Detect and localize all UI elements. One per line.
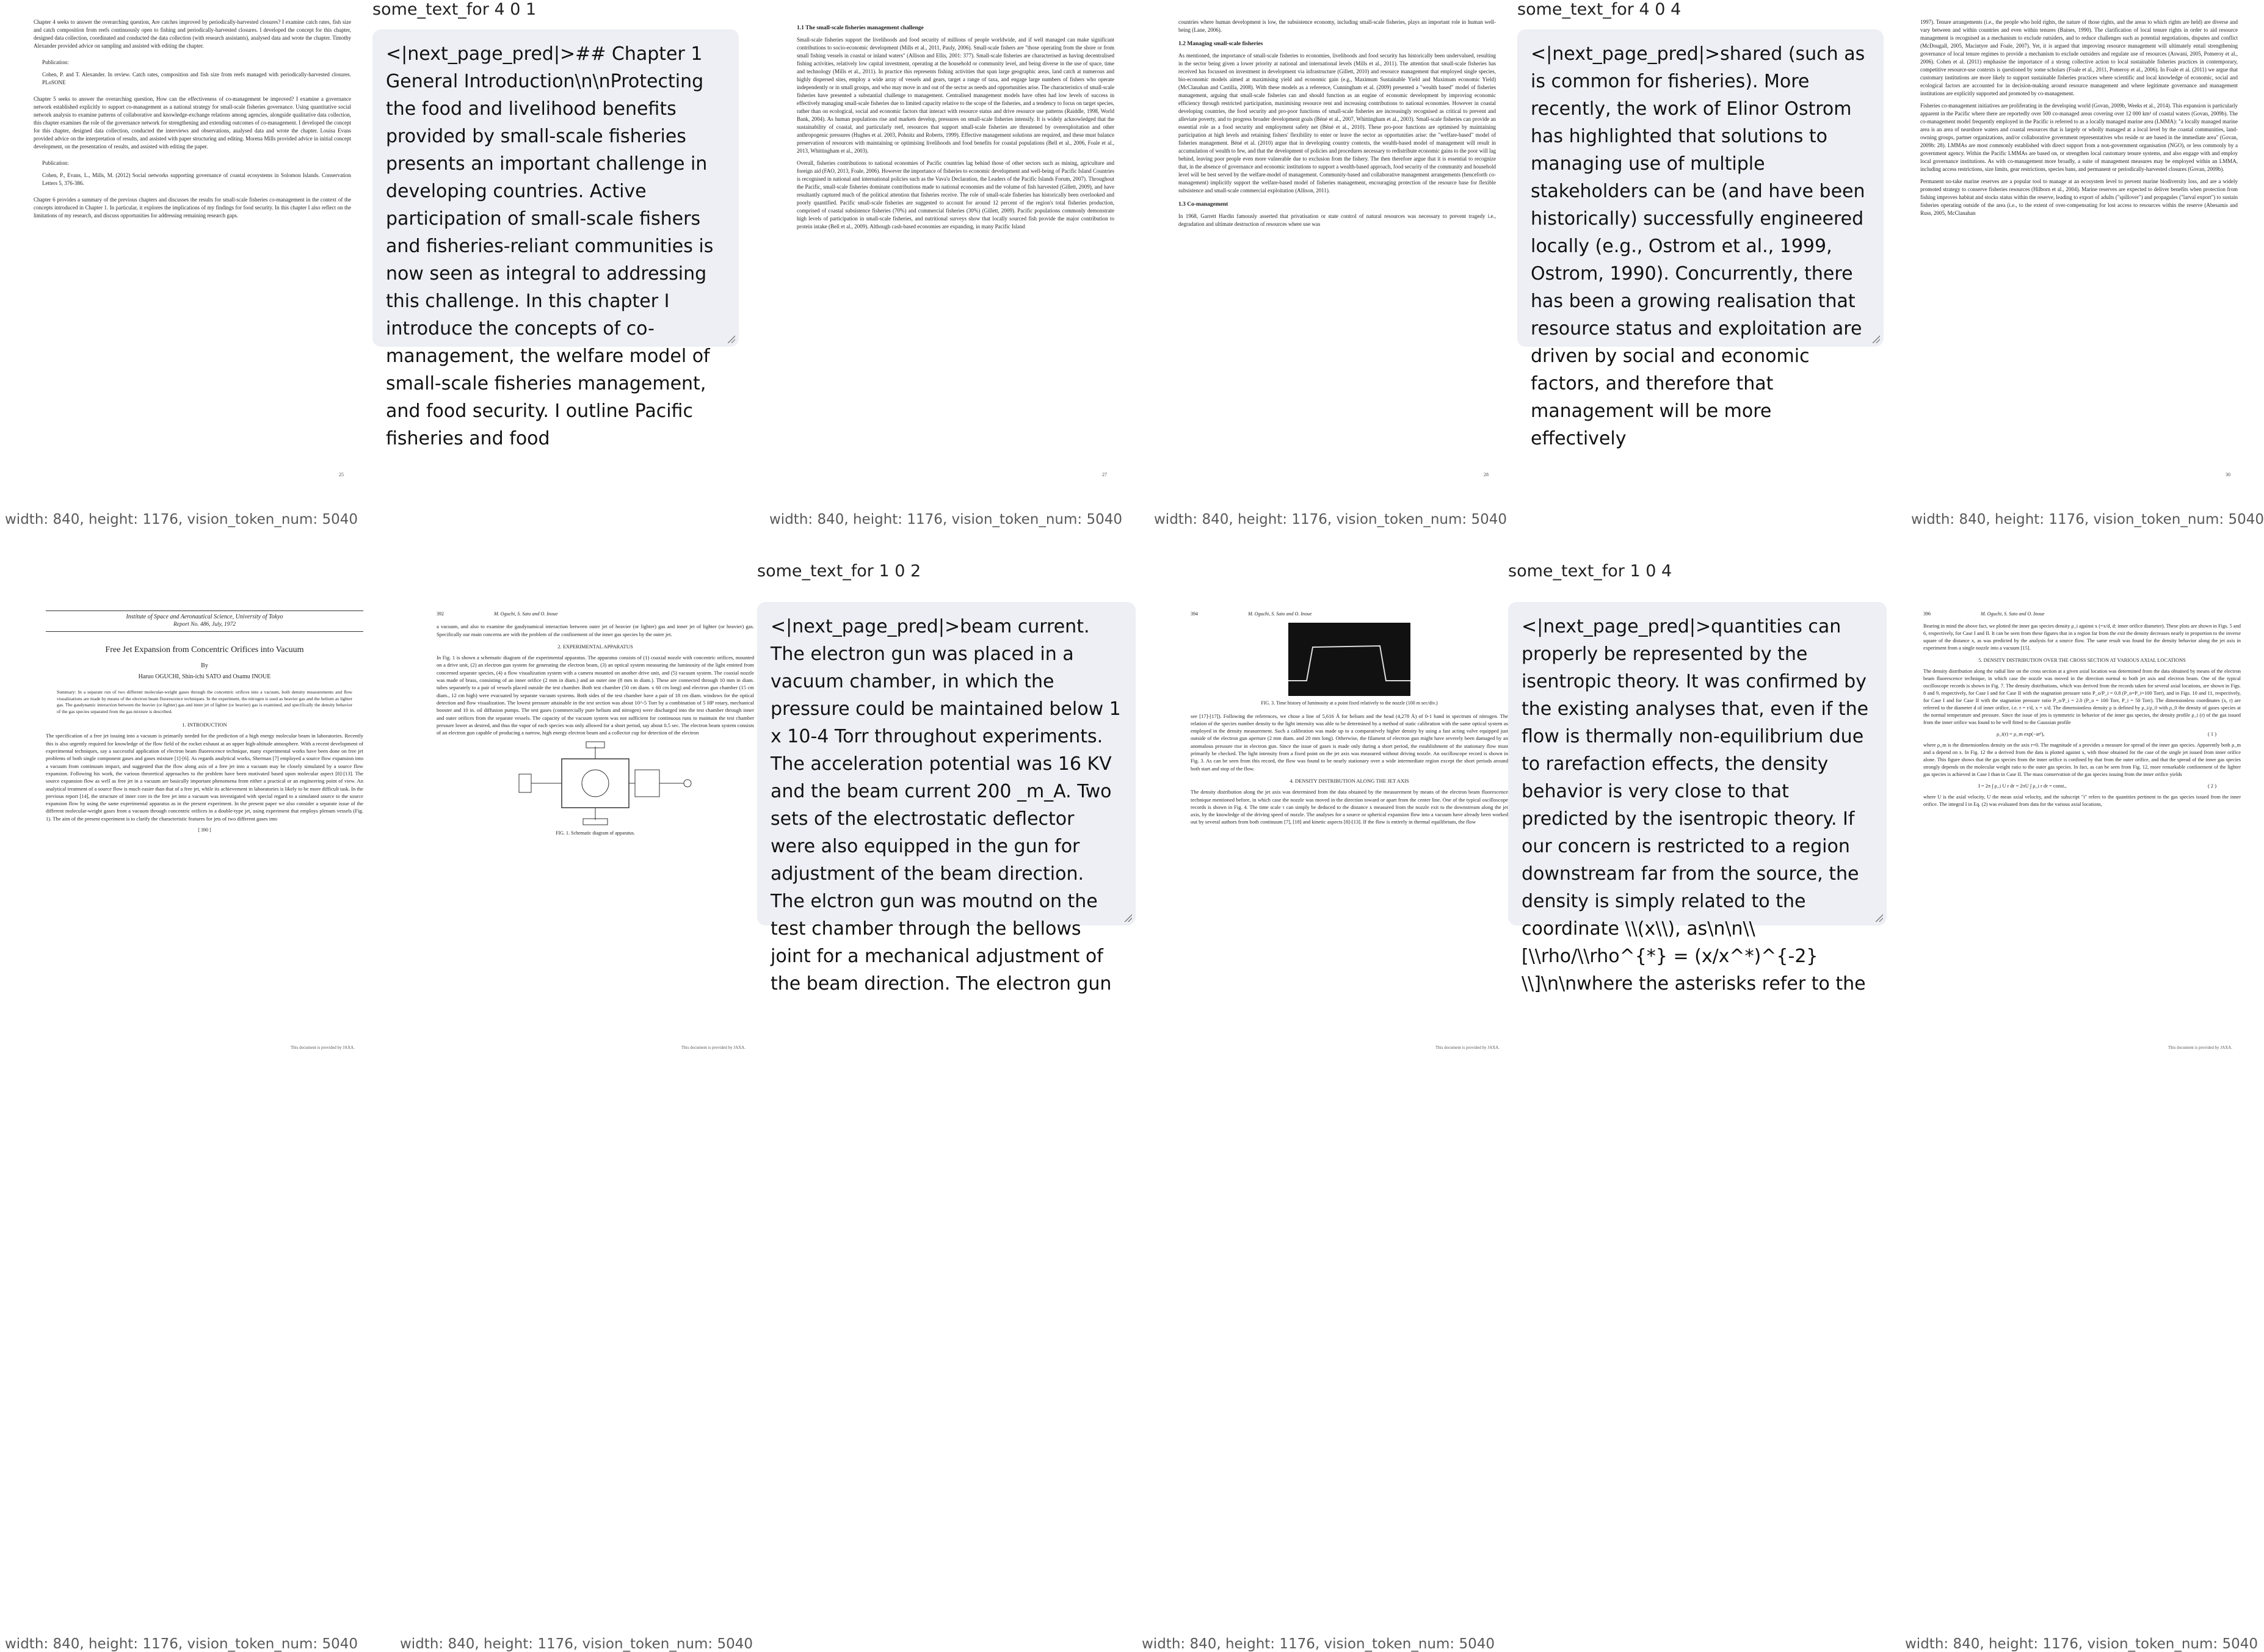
page-paragraph: where U is the axial velocity, U the mean axial velocity, and the subscript "i" refers to the quantities pertinent to the gas species issued from the inner orifice. The integral I in Eq. (2) was evaluated from data for the various axial locations, [1923, 794, 2241, 807]
page-paragraph: Publication: [42, 160, 69, 166]
page-footer: This document is provided by JAXA. [2168, 1045, 2232, 1050]
section-heading: 1.2 Managing small-scale fisheries [1178, 41, 1263, 47]
thesis-page-27 [797, 18, 1114, 482]
section-heading: 1.3 Co-management [1178, 201, 1228, 208]
equation: ρ_i(r) = ρ_m exp(−ar²), [1997, 731, 2045, 737]
page-paragraph: The density distribution along the radial line on the cross section at a given axial location was determined from the data obtained by means of the electron beam fluorescence technique, in which case the nozzle was moved in the direction normal to both jet axis and electron beam. One of the typical oscilloscope records is shown in Fig. 7. The density distributions, which was derived from the records taken for several axial locations, are shown in Figs. 8 and 9, respectively, for Case I and for Case II with the stagnation pressure ratio P_o/P_i = 0.8 (P_o=P_i=100 Torr), and in Figs. 10 and 11, respectively, for Case I and for Case II with the stagnation pressure ratio P_o/P_i = 2.0 (P_o = 100 Torr, P_i = 50 Torr). The dimensionless coordinates (x, r) are referred to the diameter d of inner orifice, i.e. r = r/d, x = x/d. The dimensionless density ρ is defined by ρ_i/ρ_0 with ρ_0 the density of gases species at the normal temperature and pressure. Since the issue of jets is symmetric in behavior of the inner gas species, the density profile ρ_i (r) of the gas issued from the inner orifice was found to be well fitted to the Gaussian profile [1923, 668, 2241, 725]
prediction-textarea[interactable] [1508, 602, 1887, 994]
page-number: 28 [1484, 472, 1489, 477]
prediction-text: <|next_page_pred|>shared (such as is common for fisheries). More recently, the work of Elinor Ostrom has highlighted that solutions to managing use of multiple stakeholders can be (and have been historically) successfully engineered locally (e.g., Ostrom et al., 1999, Ostrom, 1990). Concurrently, there has been a growing realisation that resource status and exploitation are driven by social and economic factors, and therefore that management will be more effectively [1531, 43, 1865, 449]
page-paragraph: Bearing in mind the above fact, we plotted the inner gas species density ρ_i against x (=x/d, d: inner orifice diameter). These plots are shown in Figs. 5 and 6, respectively, for Case I and II. It can be seen from these figures that in a region far from the exit the density decreases nearly in proportion to the inverse square of the distance x, as was predicted by the analysis for a source flow. The same result was found for the density behavior along the jet axis in experiment from a single nozzle into a vacuum [15]. [1923, 623, 2241, 651]
prediction-text: <|next_page_pred|>beam current. The electron gun was placed in a vacuum chamber, in which the pressure could be maintained below 1 x 10-4 Torr throughout experiments. The acceleration potential was 16 KV and the beam current 200 _m_A. Two sets of the electrostatic deflector were also equipped in the gun for adjustment of the beam direction. The elctron gun was moutnd on the test chamber through the bellows joint for a mechanical adjustment of the beam direction. The electron gun [771, 616, 1121, 994]
image-dimensions-label: width: 840, height: 1176, vision_token_num: 5040 [1911, 512, 2264, 527]
running-header [1191, 610, 1508, 618]
page-number: 30 [2226, 472, 2230, 477]
image-dimensions-label: width: 840, height: 1176, vision_token_num: 5040 [1154, 512, 1507, 527]
apparatus-diagram [495, 741, 696, 826]
page-paragraph: Permanent no-take marine reserves are a popular tool to manage at an ecosystem level to prevent marine biodiversity loss, and are a widely promoted strategy to conserve fisheries resources (Hilborn et al., 2004). Marine reserves are expected to deliver benefits when protection from fishing improves habitat and stocks status within the reserve, leading to export of adults ("spillover") and propagules ("larval export") to sustain fisheries operating outside of the area (i.e., to the extent of over-compensating for lost access to resources within the reserve (Abesamis and Russ, 2005, McClanahan [1920, 178, 2238, 216]
paper-page-390 [46, 610, 363, 1056]
row-paper [0, 562, 2258, 1652]
page-number: 27 [1102, 472, 1107, 477]
page-paragraph: In 1968, Garrett Hardin famously asserted that privatisation or state control of natural resources was necessary to prevent tragedy i.e., degradation and ultimate destruction of resources where use was [1178, 213, 1496, 227]
page-paragraph: Cohen, P., Evans, L., Mills, M. (2012) Social networks supporting governance of coastal ecosystems in Solomon Islands. Conservation Letters 5, 376-386. [42, 172, 351, 186]
section-heading: 1.1 The small-scale fisheries management challenge [797, 25, 924, 31]
running-title: M. Oguchi, S. Sato and O. Inoue [1248, 611, 1312, 617]
apparatus-diagram-svg [495, 741, 696, 826]
image-dimensions-label: width: 840, height: 1176, vision_token_num: 5040 [769, 512, 1122, 527]
page-footer: This document is provided by JAXA. [291, 1045, 355, 1050]
equation-number: ( 1 ) [2208, 731, 2216, 737]
page-paragraph: The specification of a free jet issuing into a vacuum is primarily needed for the prediction of a high energy molecular beam in laboratories. Recently this is also urgently required for knowledge of the flow field of the rocket exhaust at an upper high-altitude atmosphere. With a recent development of experimental techniques, say a successful application of electron beam fluorescence technique, many experimental works have been done on free jet problems of both single component gases and gases mixture [1]-[6]. As regards analytical works, Sherman [7] employed a source flow expansion into a vacuum from continuum impact, and suggested that the flow along axis of a free jet into a vacuum may be closely simulated by a source flow expansion. Following his work, the various theoretical approaches to the problem have been motivated based upon molecular aspect [8]-[13]. The source expansion flow as well as free jet in a vacuum are basically important phenomena from either a practical or an engineering point of view. An analytical treatment of a source flow is much easier than that of a free jet, while its achievement in laboratories is likely to be more difficult task. In the previous report [14], the structure of inner core in the free jet into a vacuum was investigated with special regard to a simulated source to the source expansion flow by using the same experimental apparatus as in the present experiment. In the present paper we also consider a separate issue of the different molecular-weight gases from a vacuum through concentric orifices in a double-type jet, using experiment that employs plenum vessels (Fig. 1). The aim of the present experiment is to clarify the characteristic features for jets of two different gases into [46, 733, 363, 822]
equation-row [1923, 731, 2241, 742]
row-thesis [0, 0, 2264, 537]
running-header [437, 610, 754, 618]
prediction-text: <|next_page_pred|>quantities can properly be represented by the isentropic theory. It was confirmed by the existing analyses that, even if the flow is thermally non-equilibrium due to rarefaction effects, the density behavior is very close to that predicted by the isentropic theory. If our concern is restricted to a region downstream far from the source, the density is simply related to the coordinate \\(x\\), as\n\n\\[\\rho/\\rho^{*} = (x/x^*)^{-2} \\]\n\nwhere the asterisks refer to the [1522, 616, 1869, 994]
page-paragraph: Overall, fisheries contributions to national economies of Pacific countries lag behind those of other sectors such as mining, agriculture and foreign aid (FAO, 2013, Foale, 2006). However the importance of fisheries to economic development and well-being of Pacific Island Countries is recognised in national and international policies such as the Vava'u Declaration, the Leaders of the Pacific Islands Forum, 2007). Throughout the Pacific, small-scale fisheries dominate contributions made to national economies and the volume of fish harvested (Gillett, 2009), and have resultantly captured much of the political attention that fisheries receive. The role of small-scale fisheries has historically been overlooked and poorly quantified. Pacific small-scale fisheries are suggested to account for around 12 percent of the region's total fisheries production, comprised of coastal subsistence fisheries (70%) and commercial fisheries (30%) (Gillett, 2009). Pacific populations commonly demonstrate high levels of participation in small-scale fisheries, and nutritional surveys show that locally sourced fish provide the major contribution to protein intake (Bell et al., 2009). Although cash-based economies are expanding, in many Pacific Island [797, 160, 1114, 230]
page-paragraph: where ρ_m is the dimensionless density on the axis r=0. The magnitude of a provides a measure for spread of the inner gas species. Apparently both ρ_m and a depend on x. In Fig. 12 the a derived from the data is plotted against x, with those obtained for the case of the single jet issued from inner orifice alone. This figure shows that the gas species from the inner orifice is confined by that from the outer orifice, and that the spread of the inner gas species strongly depends on the molecular weight ratio to the outer gas species. In fact, as can be seen from Fig. 12, more remarkable confinement of the lighter gas species is achieved in Case I than in Case II. The mass conservation of the gas species issuing from the inner orifice yields [1923, 742, 2241, 777]
paper-page-394 [1191, 610, 1508, 1056]
prediction-caption: some_text_for 4 0 1 [372, 0, 537, 19]
page-footer: This document is provided by JAXA. [1435, 1045, 1500, 1050]
page-paragraph: countries where human development is low, the subsistence economy, including small-scale fisheries, plays an important role in human well-being (Lane, 2006). [1178, 19, 1496, 33]
equation-number: ( 2 ) [2208, 783, 2216, 789]
running-title: M. Oguchi, S. Sato and O. Inoue [1981, 611, 2045, 617]
prediction-caption: some_text_for 1 0 2 [757, 562, 921, 581]
thesis-page-30 [1920, 18, 2238, 482]
paper-report-no: Report No. 486, July, 1972 [46, 621, 363, 631]
oscilloscope-trace-svg [1288, 623, 1410, 696]
paper-authors: Haruo OGUCHI, Shin-ichi SATO and Osamu INOUE [138, 673, 271, 680]
page-paragraph: In Fig. 1 is shown a schematic diagram of the experimental apparatus. The apparatus consists of (1) coaxial nozzle with concentric orifices, mounted on a drive unit, (2) an electron gun system for generating the electron beam, (3) an optical system measuring the luminosity of the light emitted from concerned separate species, (4) a flow visualization system with a camera mounted on another drive unit, and (5) vacuum system. The coaxial nozzle was made of brass, consisting of an inner orifice (2 mm in diam.) and an outer one (8 mm in diam.). These are connected through 10 mm in diam. tubes separately to a pair of vessels placed outside the test chamber. Both test chamber (50 cm diam. x 60 cm long) and electron gun chamber (15 cm diam., 12 cm high) were evacuated by separate vacuum systems. Both sides of the test chamber have a pair of 18 cm diam. windows for the optical detection and flow visualization. The lowest pressure attainable in the test section was about 10^-5 Torr by a combination of 5 HP rotary, mechanical booster and 10 in. oil diffusion pumps. The test gases (commercially pure helium and nitrogen) were discharged into the test chamber through inner and outer orifices from the separate vessels. The capacity of the vacuum system was not sufficient for continuous runs to maintain the test chamber pressure lower as desired, and thus the vapor of each species was only allowed for a short period, say about 0.5 sec. The electron beam system consists of an electron gun capable of producing a narrow, high energy electron beam and a collector cup for detection of the electron [437, 654, 754, 736]
paper-title: Free Jet Expansion from Concentric Orifices into Vacuum [105, 645, 304, 654]
equation: I = 2π ∫ ρ_i U r dr = 2πU ∫ ρ_i r dr = const., [1978, 783, 2067, 789]
page-paragraph: Publication: [42, 59, 69, 65]
section-heading: 1. INTRODUCTION [182, 722, 227, 728]
page-paragraph: The density distribution along the jet axis was determined from the data obtained by the measurement by means of the electron beam fluorescence technique mentioned before, in which case the nozzle was moved in the direction toward or apart from the center line. One of the typical oscilloscope records is shown in Fig. 4. The time scale τ can simply be deduced to the distance x measured from the nozzle exit to the downstream along the jet axis, by the knowledge of the driving speed of nozzle. The analyses for a source or spherical expansion flow into a vacuum have already been worked out by several authors from both continuum [7], [18] and kinetic aspects [8]-[13]. If the flow is entirely in thermal equilibrium, the flow [1191, 789, 1508, 825]
page-number: [ 390 ] [198, 827, 211, 833]
page-paragraph: Small-scale fisheries support the livelihoods and food security of millions of people worldwide, and if well managed can make significant contributions to socio-economic development (Mills et al., 2011, Pauly, 2006). Small-scale fishers are "those operating from the shore or from small fishing vessels in coastal or inland waters" (Allison and Ellis, 2001: 377). Small-scale fisheries are characterised as having decentralised fishing activities, relatively low capital investment, operating at the household or community level, and being diverse in the use of space, time and technology (Mills et al., 2011). In practice this represents fishing activities that span large geographic areas, land catch at numerous and highly dispersed sites, employ a wide array of vessels and gears, target a range of taxa, and engage large numbers of fishers who operate independently or in small groups, and who may move in and out of the sector as needs and opportunities arise. The characteristics of small-scale fisheries have presented a substantial challenge to management. Centralised management models have often had low levels of success in effectively managing small-scale fisheries due to limited capacity relative to the scope of the fisheries, and a tendency to focus on target species, rather than on ecological, social and economic factors that interact with resource status and drive resource use patterns (Raiddle, 1998, World Bank, 2004). As human populations rise and markets develop, pressures on small-scale fisheries intensify. It is widely acknowledged that the sustainability of coastal, and particularly reef, resources that support small-scale fisheries are threatened by overexploitation and other anthropogenic pressures (Hughes et al. 2003, Pohnitz and Roberts, 1999). Effective management solutions are required, and these must balance preservation of resources with maintaining or optimising livelihoods and food benefits for coastal populations (Bell et al., 2006, Foale et al., 2013, Whittingham et al., 2003). [797, 37, 1114, 154]
paper-page-396 [1923, 610, 2241, 1056]
paper-summary: Summary: In a separate run of two different molecular-weight gases through the concentric orifices into a vacuum, both density measurements and flow visualizations are made by means of the electron beam fluorescence techniques. In the experiment, the nitrogen is used as heavier gas and the helium as lighter gas. The gasdynamic interaction between the heavier (or lighter) gas and inner jet of lighter (or heavier) gas is examined, and specifically the density behavior of the gas species separated from the gas mixture is described. [57, 689, 352, 714]
prediction-textarea[interactable] [757, 602, 1136, 994]
section-heading: 5. DENSITY DISTRIBUTION OVER THE CROSS SECTION AT VARIOUS AXIAL LOCATIONS [1978, 658, 2186, 663]
page-paragraph: Fisheries co-management initiatives are proliferating in the developing world (Govan, 2009b, Weeks et al., 2014). This expansion is particularly apparent in the Pacific where there are reportedly over 500 co-managed areas covering over 12 000 km² of coastal waters (Govan, 2009b). The co-management model frequently employed in the Pacific is referred to as a locally managed marine area (LMMA): "a locally managed marine area is an area of nearshore waters and coastal resources that is largely or wholly managed at a local level by the coastal communities, land-owning groups, partner organizations, and/or collaborative government representatives who reside or are based in the immediate area" (Govan, 2009b: 28). LMMAs are most commonly established with direct support from a non-government organisation (NGO), or less commonly by a government agency. Within the Pacific LMMAs are based on, or strengthen local customary tenure systems, and also engage with and employ local governance institutions. As with co-management more broadly, a suite of management measures may be employed within an LMMA, including access restrictions, size limits, gear restrictions, species bans, and permanent or periodically-harvested closures (Govan, 2009b). [1920, 103, 2238, 172]
resize-handle-icon[interactable] [727, 335, 735, 343]
page-footer: This document is provided by JAXA. [681, 1045, 746, 1050]
paper-institute: Institute of Space and Aeronautical Science, University of Tokyo [46, 610, 363, 621]
page-paragraph: Chapter 6 provides a summary of the previous chapters and discusses the results for small-scale fisheries co-management in the context of the concepts introduced in Chapter 1. In particular, it explores the implications of my findings for food security. In this chapter I also reflect on the limitations of my research, and discuss opportunities for addressing remaining research gaps. [34, 197, 351, 219]
page-number: 25 [339, 472, 344, 477]
prediction-textarea[interactable] [1517, 29, 1884, 449]
image-dimensions-label: width: 840, height: 1176, vision_token_num: 5040 [1905, 1636, 2258, 1652]
section-heading: 2. EXPERIMENTAL APPARATUS [557, 643, 633, 650]
running-title: M. Oguchi, S. Sato and O. Inoue [494, 611, 558, 617]
image-dimensions-label: width: 840, height: 1176, vision_token_num: 5040 [1142, 1636, 1495, 1652]
resize-handle-icon[interactable] [1871, 335, 1880, 343]
page-paragraph: 1997). Tenure arrangements (i.e., the people who hold rights, the nature of those rights, and the areas to which rights are held) are diverse and vary between and within countries and even within tenures (Baines, 1990). The clarification of local tenure rights in order to aid resource management is recognised as a mechanism to exclude outsiders, and to reduce challenges such as potential negotiations, disputes and conflict (McDougall, 2005, Macintyre and Foale, 2007). Yet, it is argued that improving resource management will ultimately entail strengthening governance of local tenure regimes to provide a mechanism to exclude outsiders and regulate use of resources (Aswani, 2005, Pomeroy et al., 2006). Cohen et al. (2011) emphasise the importance of a strong collective action to local sustainable fisheries practices in contemporary, competitive resource-use contexts is questioned by some scholars (Foale et al., 2011, Pomeroy et al., 2006). In Foale et al. (2011) we argue that customary institutions are more likely to support sustainable fisheries practices where scientific and local knowledge of economic, social and ecological factors are accounted for in decision-making around resource management and where legitimate governance and management institutions are explicitly supported and promoted by co-management. [1920, 19, 2238, 96]
prediction-caption: some_text_for 4 0 4 [1517, 0, 1682, 19]
image-dimensions-label: width: 840, height: 1176, vision_token_num: 5040 [5, 1636, 358, 1652]
prediction-textarea[interactable] [372, 29, 739, 449]
oscilloscope-photo [1288, 623, 1410, 696]
page-number: 392 [437, 611, 444, 617]
prediction-caption: some_text_for 1 0 4 [1508, 562, 1672, 581]
thesis-page-25 [34, 18, 351, 482]
image-dimensions-label: width: 840, height: 1176, vision_token_num: 5040 [5, 512, 358, 527]
figure-caption: FIG. 3. Time history of luminosity at a point fixed relatively to the nozzle (100 m sec/div.) [1261, 700, 1438, 706]
image-dimensions-label: width: 840, height: 1176, vision_token_num: 5040 [400, 1636, 753, 1652]
paper-page-392 [437, 610, 754, 1056]
page-paragraph: Chapter 4 seeks to answer the overarching question, Are catches improved by periodically-harvested closures? I examine catch rates, fish size and catch composition from reefs continuously open to fishing and periodically-harvested closures. I developed the concept for this chapter, designed data collection, coordinated and conducted the data collection (with research assistants), analysed data and wrote the chapter. Timothy Alexander provided advice on sampling and assisted with editing the chapter. [34, 19, 351, 49]
equation-row [1923, 783, 2241, 794]
page-paragraph: Cohen, P. and T. Alexander. In review. Catch rates, composition and fish size from reefs managed with periodically-harvested closures. PLoSONE [42, 71, 351, 85]
running-header [1923, 610, 2241, 618]
resize-handle-icon[interactable] [1874, 913, 1883, 922]
figure-caption: FIG. 1. Schematic diagram of apparatus. [556, 830, 635, 836]
paper-by: By [201, 662, 208, 669]
prediction-text: <|next_page_pred|>## Chapter 1 General Introduction\n\nProtecting the food and livelihood benefits provided by small-scale fisheries presents an important challenge in developing countries. Active participation of small-scale fishers and fisheries-reliant communities is now seen as integral to addressing this challenge. In this chapter I introduce the concepts of co-management, the welfare model of small-scale fisheries management, and food security. I outline Pacific fisheries and food [386, 43, 714, 449]
page-paragraph: a vacuum, and also to examine the gasdynamical interaction between outer jet of heavier (or lighter) gas and inner jet of lighter (or heavier) gas. Specifically our main concerns are with the problem of the confinement of the inner gas species by the outer jet. [437, 623, 754, 637]
page-number: 396 [1923, 611, 1931, 617]
page-number: 394 [1191, 611, 1198, 617]
page-paragraph: see [17]-[17]). Following the references, we chose a line of 5,616 Å for helium and the head (4,278 Å) of 0-1 band in spectrum of nitrogen. The relation of the species number density to the light intensity was able to be determined by a method of static calibration with the same optical system as employed in the density measurement. Such a calibration was made up to a comparatively higher density by using a fast acting valve equipped just outside of the electron gun aperture (2 mm diam. and 20 mm long). Otherwise, the filament of electron gun might have severely been damaged by an anomalous pressure rise in electron gun. Since the issue of gases is made only during a short period, the establishment of the stationary flow must primarily be checked. The light intensity from a fixed point on the jet axis was measured without driving nozzle. An oscilloscope record is shown in Fig. 3. As can be seen from this record, the flow was found to be nearly stationary over a wide intermediate region except the short periods around both start and stop of the flow. [1191, 712, 1508, 772]
resize-handle-icon[interactable] [1123, 913, 1132, 922]
section-heading: 4. DENSITY DISTRIBUTION ALONG THE JET AXIS [1290, 777, 1409, 784]
thesis-page-28 [1178, 18, 1496, 482]
page-paragraph: As mentioned, the importance of small-scale fisheries to economies, livelihoods and food security has historically been undervalued, resulting in the sector being given a lower priority at national and international levels (Mills et al., 2011). The attention that small-scale fisheries has received has focussed on investment in development via infrastructure (Gillett, 2010) and resource management that employed single species, bio-economic models aimed at maximising yield and economic gain (e.g., Maximum Sustainable Yield and Maximum economic Yield) (McClanahan and Castilla, 2008). With these models as a reference, Cunningham et al. (2009) presented a "wealth based" model of fisheries management, arguing that small-scale fisheries can and should function as an engine of economic development by improving economic efficiency through restricted participation, maximising resource rent and increasing contributions to national economies. However in coastal developing countries, the food security and pro-poor functions of small-scale fisheries are increasingly recognised as critical to prevent and alleviate poverty, and to progress broader development goals (Béné et al., 2007, Whittingham et al., 2003). Small-scale fisheries can provide an essential role as a food security and employment safety net (Béné et al., 2010). These pro-poor functions are optimised by maintaining participation at high levels and retaining fishers' flexibility to enter or leave the sector as opportunities arise: the "welfare-based" model of fisheries management. Béné et al. (2010) argue that in developing country contexts, the wealth-based model of management will result in accumulation of wealth to few, and that the development of policies and procedures necessary to redistribute economic gains to the poor will lag behind, leaving poor people even more vulnerable due to exclusion from the fishery. The then therefore argue that it is essential to recognize that, in the absence of governance and economic institutions to support a wealth-based approach, food security of the community and household level will be best served by the welfare-model of management. Community-based and collaborative management arrangements (henceforth co-management) implicitly support the welfare-based model of fisheries management, encouraging protection of the resource base for flexible subsistence and small-scale commercial exploitation (Allison, 2011). [1178, 53, 1497, 194]
page-paragraph: Chapter 5 seeks to answer the overarching question, How can the effectiveness of co-management be improved? I examine a governance network established explicitly to support co-management as a national strategy for small-scale fisheries governance. Using quantitative social network analysis to examine patterns of collaborative and knowledge-exchange relations among agencies, alongside qualitative data collection, this chapter examines the role of the governance network for strengthening and extending outcomes of co-management. I developed the concept for this chapter, designed data collection, conducted the interviews and observations, analysed data and wrote the chapter. Louisa Evans provided advice on the interpretation of results, and assisted with paper structuring and editing. Morena Mills provided advice in initial concept development, on the presentation of results, and assisted with editing the paper. [34, 96, 351, 150]
